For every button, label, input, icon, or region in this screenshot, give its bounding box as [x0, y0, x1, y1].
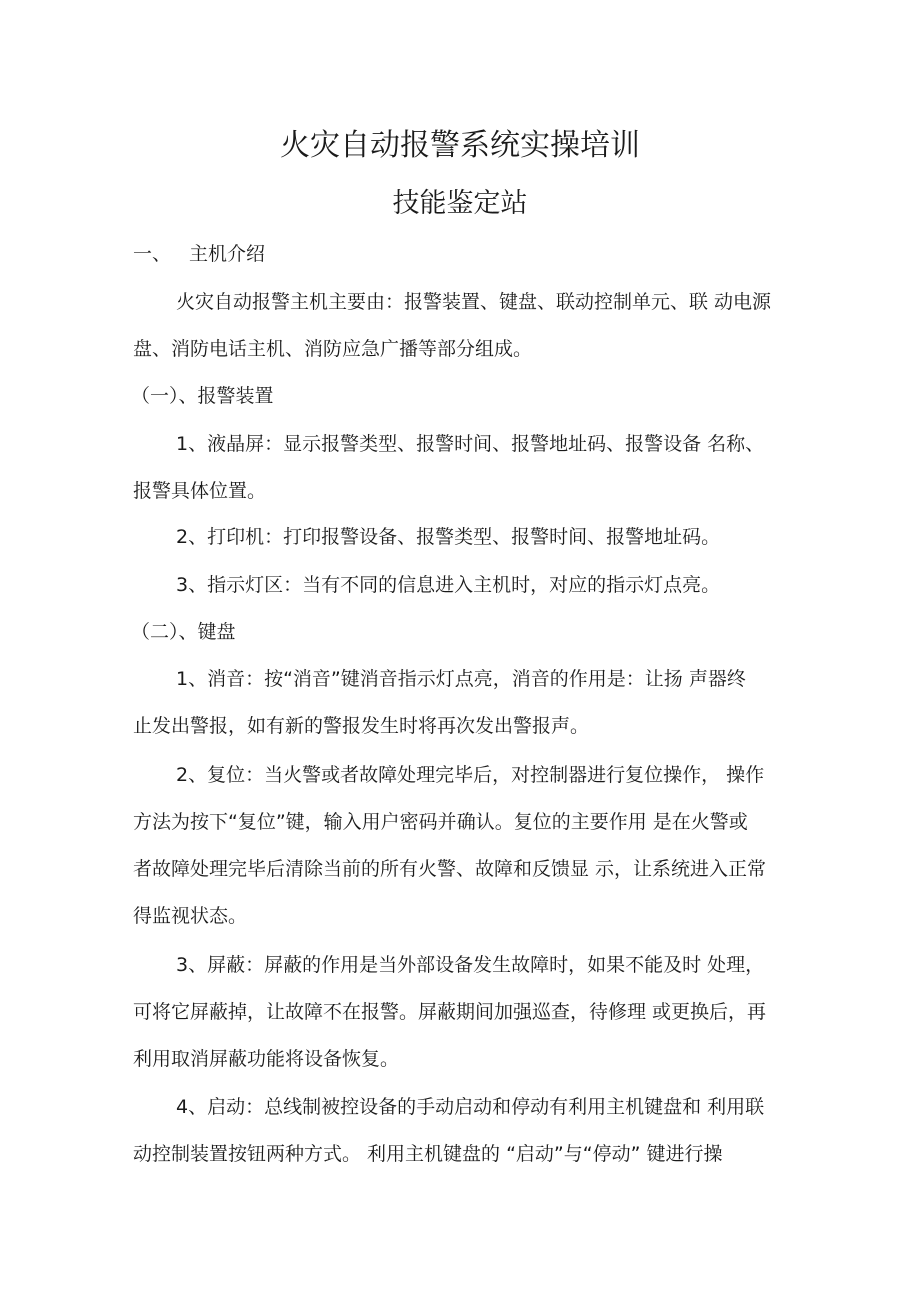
list-item-line: 2、打印机：打印报警设备、报警类型、报警时间、报警地址码。 — [176, 526, 721, 548]
list-item-line: 报警具体位置。 — [133, 480, 267, 502]
paragraph-line: 方法为按下“复位”键，输入用户密码并确认。复位的主要作用 是在火警或 — [133, 811, 748, 833]
intro-line-1: 火灾自动报警主机主要由：报警装置、键盘、联动控制单元、联 动电源 — [176, 291, 772, 313]
paragraph-line: 得监视状态。 — [133, 905, 248, 927]
document-subtitle: 技能鉴定站 — [392, 188, 528, 219]
document-title: 火灾自动报警系统实操培训 — [280, 128, 640, 163]
paragraph-line: 动控制装置按钮两种方式。 利用主机键盘的 “启动”与“停动” 键进行操 — [133, 1143, 723, 1165]
subsection-heading-2: （二）、键盘 — [131, 621, 236, 643]
paragraph-line: 1、消音：按“消音”键消音指示灯点亮，消音的作用是：让扬 声器终 — [176, 668, 746, 690]
paragraph-line: 2、复位：当火警或者故障处理完毕后，对控制器进行复位操作， 操作 — [176, 764, 765, 786]
paragraph-line: 者故障处理完毕后清除当前的所有火警、故障和反馈显 示，让系统进入正常 — [133, 858, 767, 880]
list-item-line: 3、指示灯区：当有不同的信息进入主机时，对应的指示灯点亮。 — [176, 574, 721, 596]
intro-line-2: 盘、消防电话主机、消防应急广播等部分组成。 — [133, 338, 533, 360]
paragraph-line: 3、屏蔽：屏蔽的作用是当外部设备发生故障时，如果不能及时 处理， — [176, 954, 765, 976]
section-number: 一、 — [133, 243, 172, 265]
paragraph-line: 可将它屏蔽掉，让故障不在报警。屏蔽期间加强巡查，待修理 或更换后，再 — [133, 1001, 767, 1023]
section-label: 主机介绍 — [189, 243, 266, 265]
paragraph-line: 止发出警报，如有新的警报发生时将再次发出警报声。 — [133, 715, 590, 737]
list-item-line: 1、液晶屏：显示报警类型、报警时间、报警地址码、报警设备 名称、 — [176, 433, 765, 455]
subsection-heading-1: （一）、报警装置 — [131, 385, 274, 407]
paragraph-line: 利用取消屏蔽功能将设备恢复。 — [133, 1048, 400, 1070]
paragraph-line: 4、启动：总线制被控设备的手动启动和停动有利用主机键盘和 利用联 — [176, 1096, 765, 1118]
